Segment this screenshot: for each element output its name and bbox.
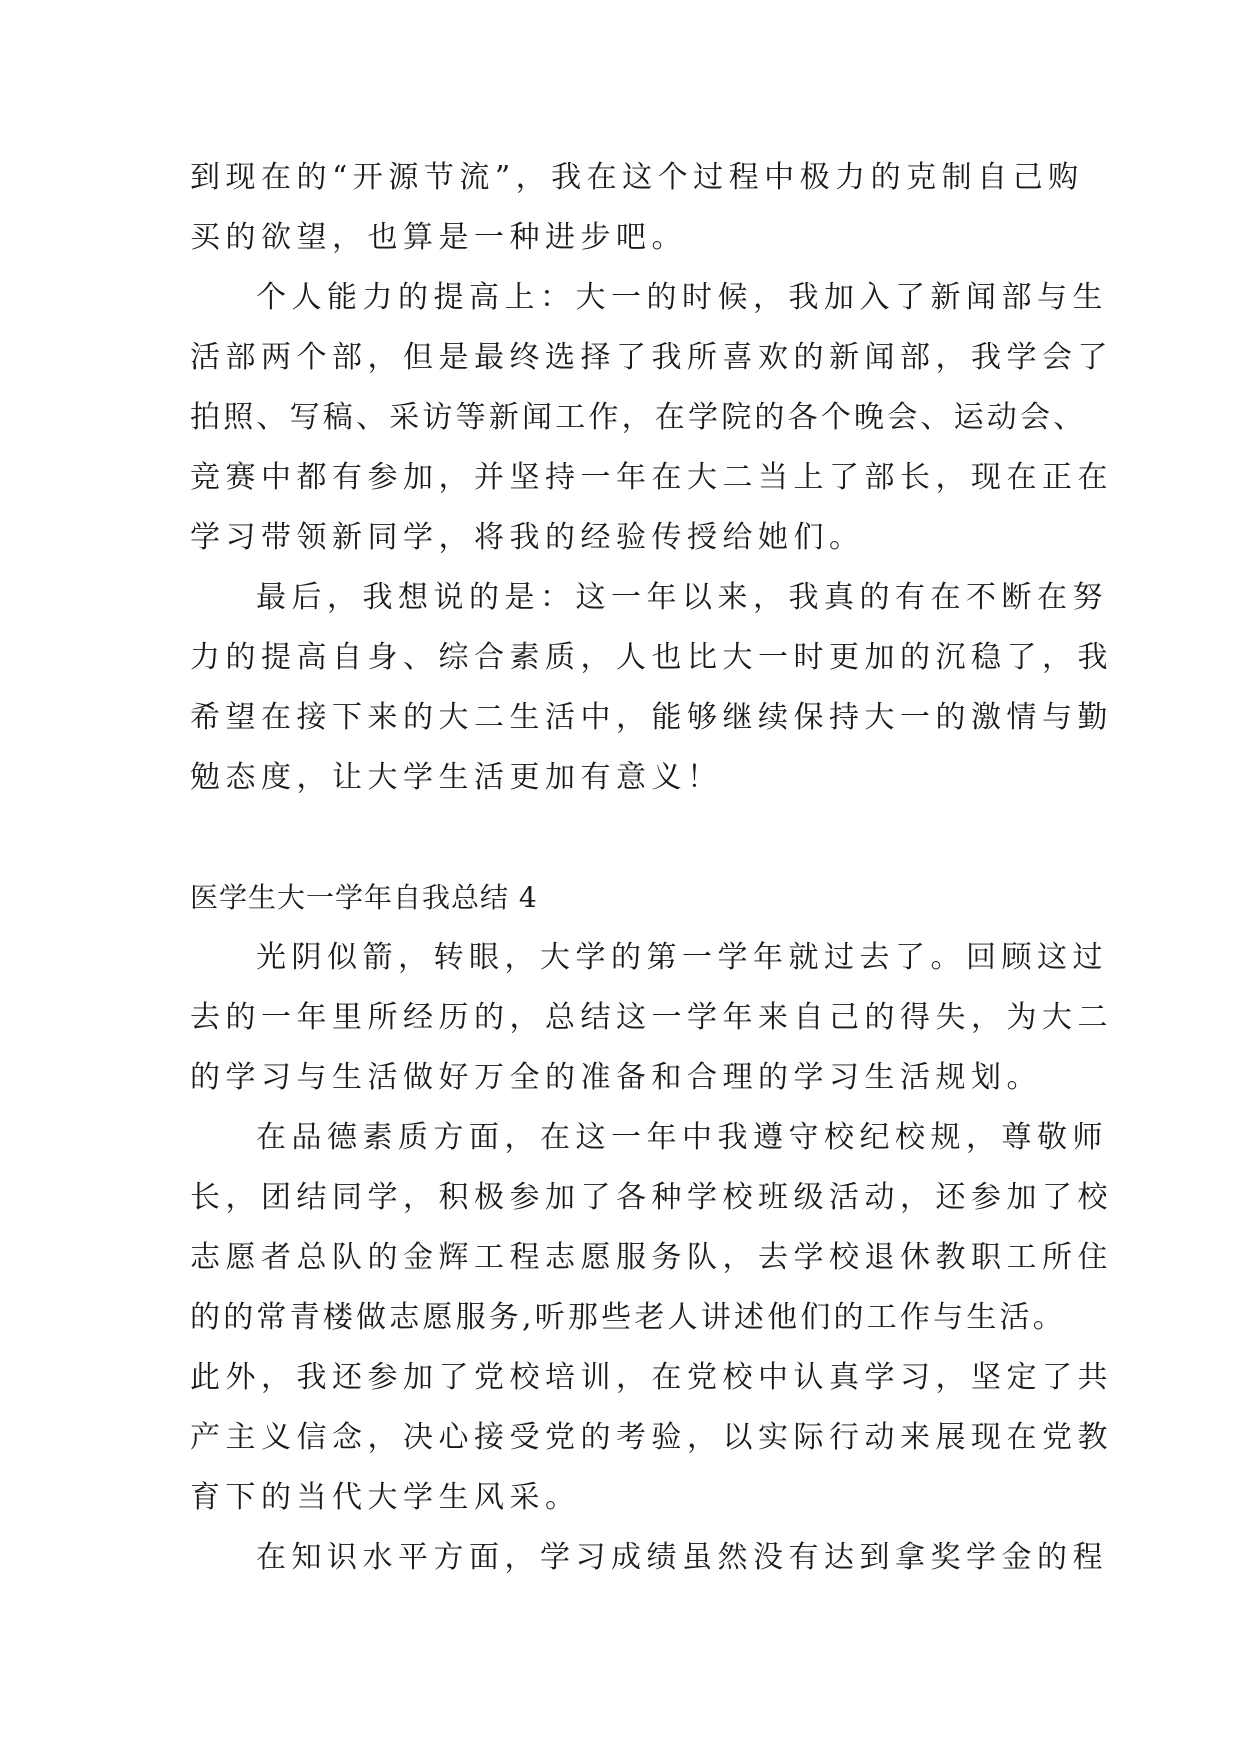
paragraph-line: 力的提高自身、综合素质，人也比大一时更加的沉稳了，我 (190, 640, 1113, 675)
paragraph-line: 勉态度，让大学生活更加有意义！ (190, 760, 723, 795)
paragraph-line: 到现在的“开源节流”，我在这个过程中极力的克制自己购 (190, 160, 1084, 195)
paragraph-line: 志愿者总队的金辉工程志愿服务队，去学校退休教职工所住 (190, 1240, 1113, 1275)
paragraph-line: 在品德素质方面，在这一年中我遵守校纪校规，尊敬师 (256, 1120, 1108, 1155)
paragraph-line: 学习带领新同学，将我的经验传授给她们。 (190, 520, 865, 555)
paragraph-line: 产主义信念，决心接受党的考验，以实际行动来展现在党教 (190, 1420, 1113, 1455)
paragraph-line: 的学习与生活做好万全的准备和合理的学习生活规划。 (190, 1060, 1042, 1095)
paragraph-line: 育下的当代大学生风采。 (190, 1480, 581, 1515)
paragraph-line: 个人能力的提高上：大一的时候，我加入了新闻部与生 (256, 280, 1108, 315)
section-heading: 医学生大一学年自我总结 4 (190, 881, 538, 914)
paragraph-line: 希望在接下来的大二生活中，能够继续保持大一的激情与勤 (190, 700, 1113, 735)
paragraph-line: 的的常青楼做志愿服务,听那些老人讲述他们的工作与生活。 (190, 1300, 1066, 1335)
paragraph-line: 去的一年里所经历的，总结这一学年来自己的得失，为大二 (190, 1000, 1113, 1035)
paragraph-line: 长，团结同学，积极参加了各种学校班级活动，还参加了校 (190, 1180, 1113, 1215)
paragraph-line: 光阴似箭，转眼，大学的第一学年就过去了。回顾这过 (256, 940, 1108, 975)
paragraph-line: 买的欲望，也算是一种进步吧。 (190, 220, 687, 255)
paragraph-line: 活部两个部，但是最终选择了我所喜欢的新闻部，我学会了 (190, 340, 1113, 375)
paragraph-line: 在知识水平方面，学习成绩虽然没有达到拿奖学金的程 (256, 1540, 1108, 1575)
paragraph-line: 最后，我想说的是：这一年以来，我真的有在不断在努 (256, 580, 1108, 615)
paragraph-line: 此外，我还参加了党校培训，在党校中认真学习，坚定了共 (190, 1360, 1113, 1395)
paragraph-line: 竞赛中都有参加，并坚持一年在大二当上了部长，现在正在 (190, 460, 1113, 495)
paragraph-line: 拍照、写稿、采访等新闻工作，在学院的各个晚会、运动会、 (190, 400, 1087, 435)
